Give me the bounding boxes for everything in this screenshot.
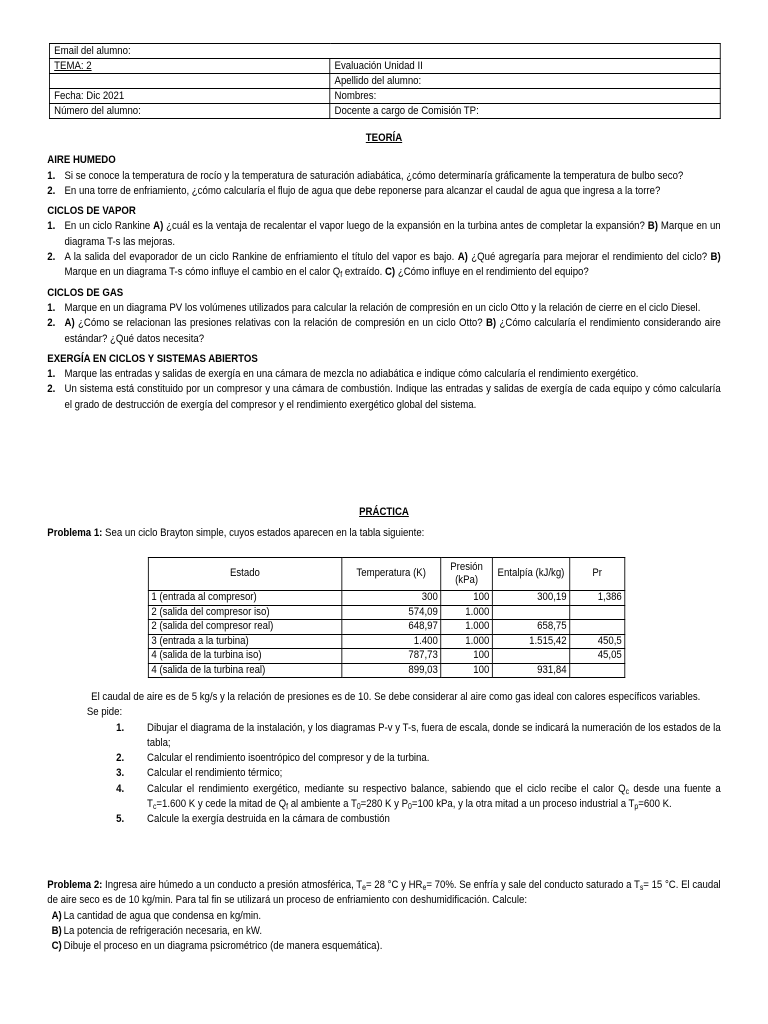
table-row [148,663,624,678]
problem-1-body [47,690,720,828]
question-item: C) Dibuje el proceso en un diagrama psicrométrico (de manera esquemática). [51,940,383,953]
student-number-cell: Número del alumno: [49,104,329,119]
teoria-section [47,131,720,413]
names-cell: Nombres: [330,89,720,104]
teoria-item: 2. En una torre de enfriamiento, ¿cómo calcularía el flujo de agua que debe reponerse para alcanzar el caudal de agua que ingresa a la torre? [47,184,661,197]
student-info-table [49,43,721,119]
pr-cell [570,605,625,620]
teoria-item: 2. A la salida del evaporador de un ciclo Rankine de enfriamiento el título del vapor es bajo. A) ¿Qué agregaría para mejorar el rendimiento del ciclo? B) Marque en un diagrama T-s cómo influye el cambio en el calor $Q_f$ extraído. C) ¿Cómo influye en el rendimiento del equipo? [47,251,721,280]
section-title-ciclos-vapor: CICLOS DE VAPOR [47,205,136,218]
teoria-item: 1. En un ciclo Rankine A) ¿cuál es la ventaja de recalentar el vapor luego de la expansión en la turbina antes de completar la expansión? B) Marque en un diagrama T-s las mejoras. [47,220,721,248]
table-header-row [148,558,624,591]
table-row [148,605,624,620]
pr-cell: 450,5 [570,634,625,649]
tema-cell: TEMA: 2 [49,59,329,74]
temperature-cell: 300 [342,591,441,606]
state-cell: 1 (entrada al compresor) [148,591,341,606]
state-cell: 2 (salida del compresor real) [148,620,341,635]
state-cell: 4 (salida de la turbina real) [148,663,341,678]
question-item: B) La potencia de refrigeración necesaria, en kW. [51,924,263,937]
task-item: 4. Calcular el rendimiento exergético, mediante su respectivo balance, sabiendo que el ciclo recibe el calor $Q_c$ desde una fuente a $T_c=1.600$ K y cede la mitad de $Q_f$ al ambiente a $T_0=280$ K y $P_0=100$ kPa, y la otra mitad a un proceso industrial a $T_p=600$ K. [116,782,721,812]
enthalpy-cell [492,605,569,620]
section-title-ciclos-gas: CICLOS DE GAS [47,286,124,299]
enthalpy-cell [492,649,569,664]
column-header: Estado [148,558,341,591]
se-pide-label: Se pide: [86,706,123,719]
pr-cell: 1,386 [570,591,625,606]
pressure-cell: 100 [441,591,493,606]
teoria-title: TEORÍA [365,132,403,144]
brayton-states-table [148,557,625,678]
problem-2 [47,878,720,954]
surname-cell: Apellido del alumno: [330,74,720,89]
teoria-item: 2. A) ¿Cómo se relacionan las presiones relativas con la relación de compresión en un ciclo Otto? B) ¿Cómo calcularía el rendimiento considerando aire estándar? ¿Qué datos necesita? [47,317,721,345]
section-title-aire-humedo: AIRE HUMEDO [47,154,116,167]
enthalpy-cell: 931,84 [492,663,569,678]
pressure-cell: 1.000 [441,605,493,620]
teacher-cell: Docente a cargo de Comisión TP: [330,104,720,119]
temperature-cell: 648,97 [342,620,441,635]
teoria-item: 1. Marque en un diagrama PV los volúmenes utilizados para calcular la relación de compresión en un ciclo Otto y la relación de cierre en el ciclo Diesel. [47,301,701,314]
column-header: Presión (kPa) [441,558,493,591]
section-title-exergia: EXERGÍA EN CICLOS Y SISTEMAS ABIERTOS [47,352,258,365]
temperature-cell: 1.400 [342,634,441,649]
date-cell: Fecha: Dic 2021 [49,89,329,104]
practica-title: PRÁCTICA [359,506,409,518]
question-item: A) La cantidad de agua que condensa en kg/min. [51,909,262,922]
enthalpy-cell: 300,19 [492,591,569,606]
pr-cell [570,620,625,635]
table-row [148,620,624,635]
temperature-cell: 787,73 [342,649,441,664]
task-item: 2. Calcular el rendimiento isoentrópico del compresor y de la turbina. [116,752,430,765]
problem-1-intro: Problema 1: Sea un ciclo Brayton simple, cuyos estados aparecen en la tabla siguiente: [47,527,425,540]
task-item: 3. Calcular el rendimiento térmico; [116,767,283,780]
temperature-cell: 574,09 [342,605,441,620]
problem-1-paragraph: El caudal de aire es de 5 kg/s y la relación de presiones es de 10. Se debe considerar al aire como gas ideal con calores específicos variables. [91,691,701,703]
temperature-cell: 899,03 [342,663,441,678]
table-row [148,591,624,606]
pr-cell: 45,05 [570,649,625,664]
pressure-cell: 1.000 [441,634,493,649]
state-cell: 3 (entrada a la turbina) [148,634,341,649]
column-header: Temperatura (K) [342,558,441,591]
state-cell: 2 (salida del compresor iso) [148,605,341,620]
practica-section [47,505,720,542]
pr-cell [570,663,625,678]
evaluation-cell: Evaluación Unidad II [330,59,720,74]
teoria-item: 1. Marque las entradas y salidas de exergía en una cámara de mezcla no adiabática e indique cómo calcularía el rendimiento exergético. [47,368,639,381]
pressure-cell: 1.000 [441,620,493,635]
teoria-item: 1. Si se conoce la temperatura de rocío y la temperatura de saturación adiabática, ¿cómo determinaría gráficamente la temperatura de bulbo seco? [47,169,684,182]
state-cell: 4 (salida de la turbina iso) [148,649,341,664]
teoria-item: 2. Un sistema está constituido por un compresor y una cámara de combustión. Indique las entradas y salidas de exergía de cada equipo y cómo calcularía el grado de destrucción de exergía del compresor y el rendimiento exergético global del sistema. [47,383,721,411]
pressure-cell: 100 [441,649,493,664]
task-item: 5. Calcule la exergía destruida en la cámara de combustión [116,813,390,826]
column-header: Pr [570,558,625,591]
email-cell: Email del alumno: [49,44,720,59]
problem-2-paragraph: Problema 2: Ingresa aire húmedo a un conducto a presión atmosférica, $T_e= 28$ °C y $HR_e= 70\%$. Se enfría y sale del conducto saturado a $T_s= 15$ °C. El caudal de aire seco es de 10 kg/min. Para tal fin se utilizará un proceso de enfriamiento con deshumidificación. Calcule: [47,879,721,907]
pressure-cell: 100 [441,663,493,678]
enthalpy-cell: 1.515,42 [492,634,569,649]
task-item: 1. Dibujar el diagrama de la instalación, y los diagramas P-v y T-s, fuera de escala, donde se indicará la numeración de los estados de la tabla; [116,721,721,749]
table-row [148,634,624,649]
table-row [148,649,624,664]
column-header: Entalpía (kJ/kg) [492,558,569,591]
empty-cell [49,74,329,89]
enthalpy-cell: 658,75 [492,620,569,635]
